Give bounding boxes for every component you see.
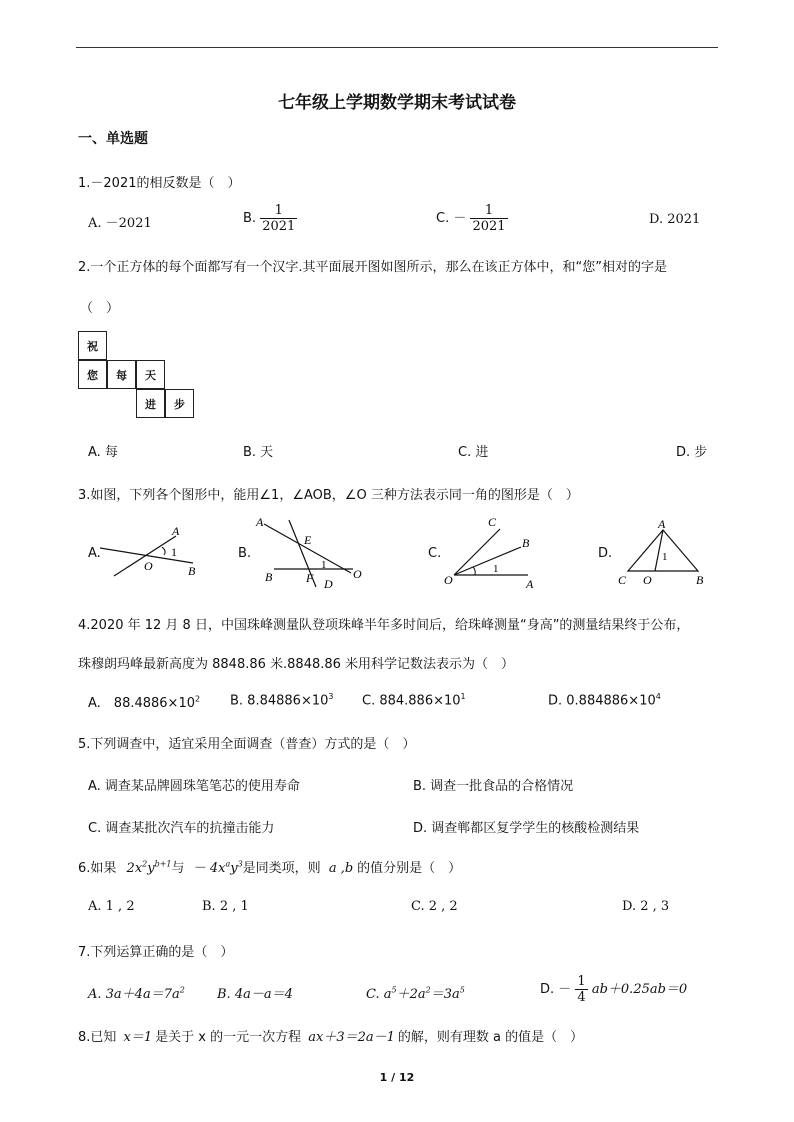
fig-a-label-o: O [144,559,153,573]
q7-d-fraction: $\frac{1}{4}$ [577,974,586,1005]
fig-c-label-b: B [522,536,530,550]
q5-option-c: C. 调查某批次汽车的抗撞击能力 [88,821,275,836]
q7-option-b: B. 4a－a＝4 [217,987,293,1002]
fig-b-label-d: D [324,577,333,591]
header-rule [76,47,718,48]
q6-term-1: $2x^2y^{b+1}$ [126,859,172,876]
q3-option-c: C. [428,546,442,561]
net-cell: 每 [107,360,136,389]
q4-option-b: B. $8.84886\times 10^3$ [230,692,334,709]
fig-c-label-a: A [526,577,534,591]
q7-option-d: D. － $\frac{1}{4}$ ab＋0.25ab＝0 [540,974,688,1005]
q6-option-b: B. 2 , 1 [202,899,249,914]
fig-b-label-b: B [265,570,273,584]
q2-option-c: C. 进 [458,445,489,460]
fig-a-label-1: 1 [171,545,177,559]
fig-c-label-c: C [488,515,497,529]
q5-option-a: A. 调查某品牌圆珠笔笔芯的使用寿命 [88,779,300,794]
net-cell: 祝 [78,331,107,360]
question-2-stem-cont: （ ） [80,301,120,316]
q7-option-c: C. $a^5+2a^2=3a^5$ [366,985,465,1002]
fig-d-label-1: 1 [662,551,668,563]
q2-option-a: A. 每 [88,445,118,460]
q4-option-a: A. $88.4886\times 10^2$ [88,694,201,711]
q3-option-b: B. [238,546,252,561]
question-7-stem: 7.下列运算正确的是（ ） [78,945,234,960]
q2-option-b: B. 天 [243,445,274,460]
q1-c-fraction: $\frac{1}{2021}$ [472,203,506,234]
q1-option-b: B. $\frac{1}{2021}$ [243,203,296,234]
q6-term-2: － $4x^ay^3$ [192,859,243,876]
q3-figure-c [442,512,552,592]
q3-figure-a [100,520,210,580]
q7-option-a: A. $3a+4a=7a^2$ [88,985,185,1002]
q6-vars: a ,b [328,861,354,876]
q1-option-c: C. － $\frac{1}{2021}$ [436,203,506,234]
q4-option-c: C. $884.886\times 10^1$ [362,692,466,709]
net-cell: 您 [78,360,107,389]
q1-option-a: A. －2021 [88,216,152,231]
q1-option-d: D. 2021 [649,212,701,227]
net-cell: 进 [136,389,165,418]
q3-figure-b [252,512,372,592]
q5-option-d: D. 调查郸都区复学学生的核酸检测结果 [413,821,640,836]
fig-b-label-f: F [306,571,314,585]
fig-b-label-e: E [304,533,312,547]
q3-option-a: A. [88,546,101,561]
question-2-stem: 2.一个正方体的每个面都写有一个汉字.其平面展开图如图所示，那么在该正方体中，和“您”相对的字是 [78,260,668,275]
question-8-stem: 8.已知 x＝1 是关于 x 的一元一次方程 ax＋3＝2a－1 的解，则有理数 a 的值是（ ） [78,1030,584,1045]
q1-b-fraction: $\frac{1}{2021}$ [262,203,296,234]
question-3-stem: 3.如图，下列各个图形中，能用∠1，∠AOB，∠O 三种方法表示同一角的图形是（ ） [78,488,579,503]
fig-d-label-a: A [658,517,666,531]
fig-d-label-c: C [618,573,627,587]
question-4-stem: 4.2020 年 12 月 8 日，中国珠峰测量队登项珠峰半年多时间后，给珠峰测量“身高”的测量结果终于公布， [78,618,690,633]
q8-equation-2: ax＋3＝2a－1 [308,1030,395,1045]
question-6-stem: 6.如果 $2x^2y^{b+1}$与 － $4x^ay^3$是同类项，则 a ,b 的值分别是（ ） [78,859,462,876]
net-cell: 天 [136,360,165,389]
q6-option-d: D. 2 , 3 [622,899,670,914]
q6-option-c: C. 2 , 2 [411,899,458,914]
fig-b-label-o: O [353,567,362,581]
page-number: 1 / 12 [379,1071,415,1084]
q4-option-d: D. $0.884886\times 10^4$ [548,692,661,709]
q8-equation-1: x＝1 [123,1030,153,1045]
question-5-stem: 5.下列调查中，适宜采用全面调查（普查）方式的是（ ） [78,737,416,752]
fig-b-label-a: A [256,515,264,529]
cube-net-figure [78,331,196,419]
q3-figure-d [612,514,712,590]
fig-c-label-1: 1 [493,563,499,575]
section-heading: 一、单选题 [78,131,148,147]
q2-option-d: D. 步 [676,445,708,460]
net-cell: 步 [165,389,194,418]
fig-d-label-b: B [696,573,704,587]
fig-a-label-b: B [188,564,196,578]
question-1-stem: 1.－2021的相反数是（ ） [78,176,241,191]
q5-option-b: B. 调查一批食品的合格情况 [413,779,574,794]
question-4-stem-cont: 珠穆朗玛峰最新高度为 8848.86 米.8848.86 米用科学记数法表示为（ ） [78,657,515,672]
fig-b-label-1: 1 [321,559,327,571]
fig-d-label-o: O [643,573,652,587]
q6-option-a: A. 1 , 2 [88,899,135,914]
page-title: 七年级上学期数学期末考试试卷 [278,93,516,113]
q3-option-d: D. [598,546,613,561]
fig-a-label-a: A [172,524,180,538]
fig-c-label-o: O [444,573,453,587]
